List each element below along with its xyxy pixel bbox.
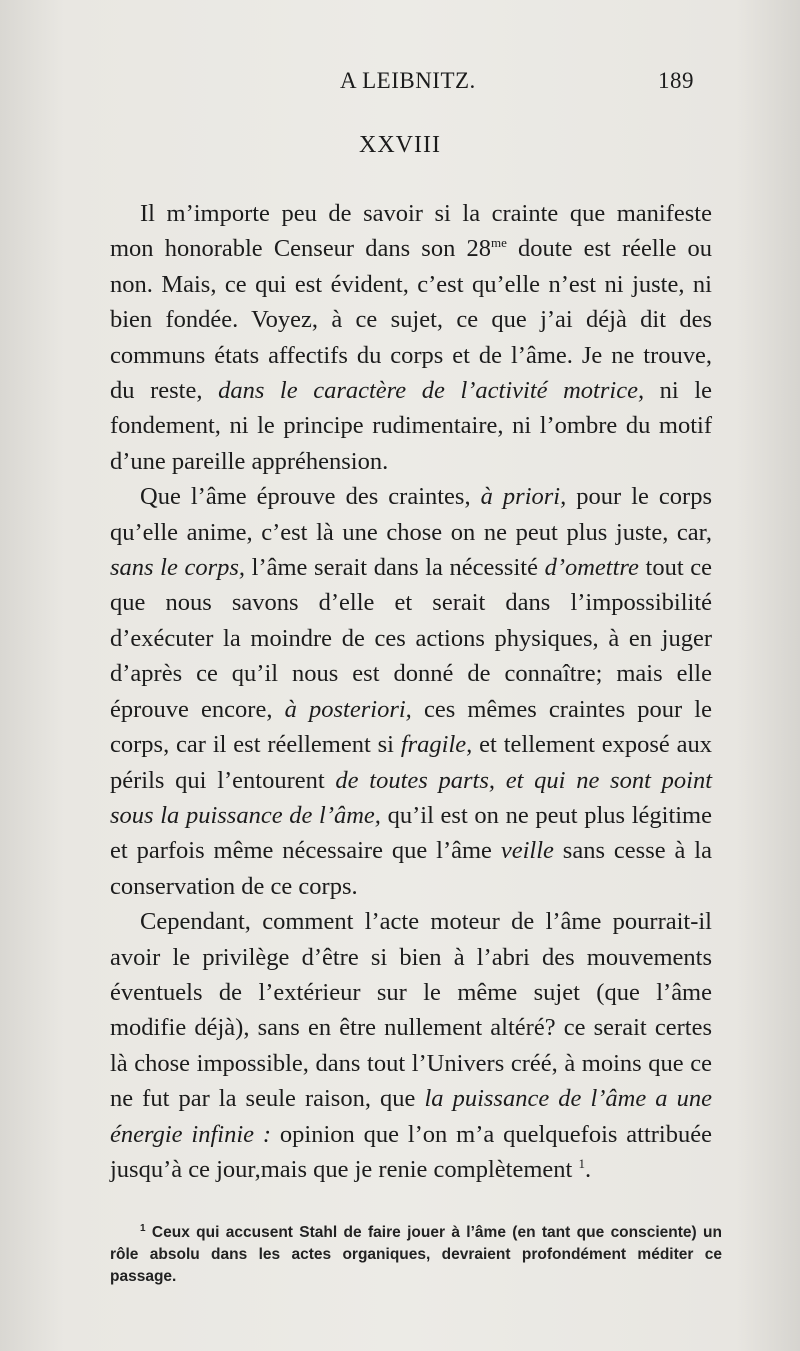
italic-run: fragile, [400, 731, 473, 759]
text-run: opinion que l’on m’a quelquefois attribuée jusqu’à ce jour,mais que je renie complètement [110, 1120, 712, 1183]
text-run: . [584, 1155, 592, 1183]
running-title: A LEIBNITZ. [340, 68, 476, 93]
text-run: l’âme serait dans la nécessité [245, 554, 545, 582]
italic-run: la puissance de l’âme a une énergie infinie : [110, 1085, 712, 1148]
body-paragraph [110, 904, 712, 1187]
text-run: pour le corps qu’elle anime, c’est là une chose on ne peut plus juste, car, [110, 483, 712, 546]
body-text [110, 196, 712, 1187]
body-paragraph [110, 479, 712, 904]
text-run: doute est réelle ou non. Mais, ce qui est évident, c’est qu’elle n’est ni juste, ni bien fondée. Voyez, à ce sujet, ce que j’ai déjà dit des communs états affectifs du corps et de l’âme. Je ne trouve, du reste, [110, 235, 713, 405]
text-run: et tellement exposé aux périls qui l’entourent [110, 731, 713, 794]
page-number: 189 [658, 68, 694, 93]
text-run: tout ce que nous savons d’elle et serait dans l’impossibilité d’exécuter la moindre de ces actions physiques, à en juger d’après ce qu’il nous est donné de connaître; mais elle éprouve encore, [110, 554, 712, 723]
text-run: ces mêmes craintes pour le corps, car il est réellement si [110, 695, 712, 759]
footnote [110, 1222, 722, 1288]
text-run: qu’il est on ne peut plus légitime et parfois même nécessaire que l’âme [110, 801, 712, 865]
italic-run: à posteriori, [284, 695, 412, 723]
text-run: ni le fondement, ni le principe rudimentaire, ni l’ombre du motif d’une pareille appréhension. [110, 377, 713, 475]
section-number: XXVIII [359, 132, 441, 158]
italic-run: de toutes parts, et qui ne sont point sous la puissance de l’âme, [110, 766, 712, 829]
superscript: me [490, 235, 507, 251]
superscript: 1 [578, 1155, 585, 1171]
text-run: Cependant, comment l’acte moteur de l’âme pourrait-il avoir le privilège d’être si bien à l’abri des mouvements éventuels de l’extérieur sur le même sujet (que l’âme modifie déjà), sans en être nullement altéré? ce serait certes là chose impossible, dans tout l’Univers créé, à moins que ce ne fut par la seule raison, que [110, 908, 712, 1113]
italic-run: sans le corps, [110, 554, 246, 582]
text-run: Que l’âme éprouve des craintes, [140, 483, 481, 511]
italic-run: dans le caractère de l’activité motrice, [218, 377, 645, 405]
text-run: sans cesse à la conservation de ce corps. [110, 837, 712, 900]
footnotes [110, 1222, 722, 1288]
italic-run: veille [500, 837, 554, 865]
footnote-marker: 1 [140, 1223, 146, 1234]
italic-run: à priori, [480, 483, 567, 511]
italic-run: d’omettre [544, 554, 639, 582]
footnote-text: Ceux qui accusent Stahl de faire jouer à l’âme (en tant que consciente) un rôle absolu dans les actes organiques, devraient profondément méditer ce passage. [110, 1224, 722, 1285]
text-run: Il m’importe peu de savoir si la crainte que manifeste mon honorable Censeur dans son 28 [110, 200, 712, 263]
running-header [0, 68, 800, 104]
body-paragraph [110, 196, 712, 479]
